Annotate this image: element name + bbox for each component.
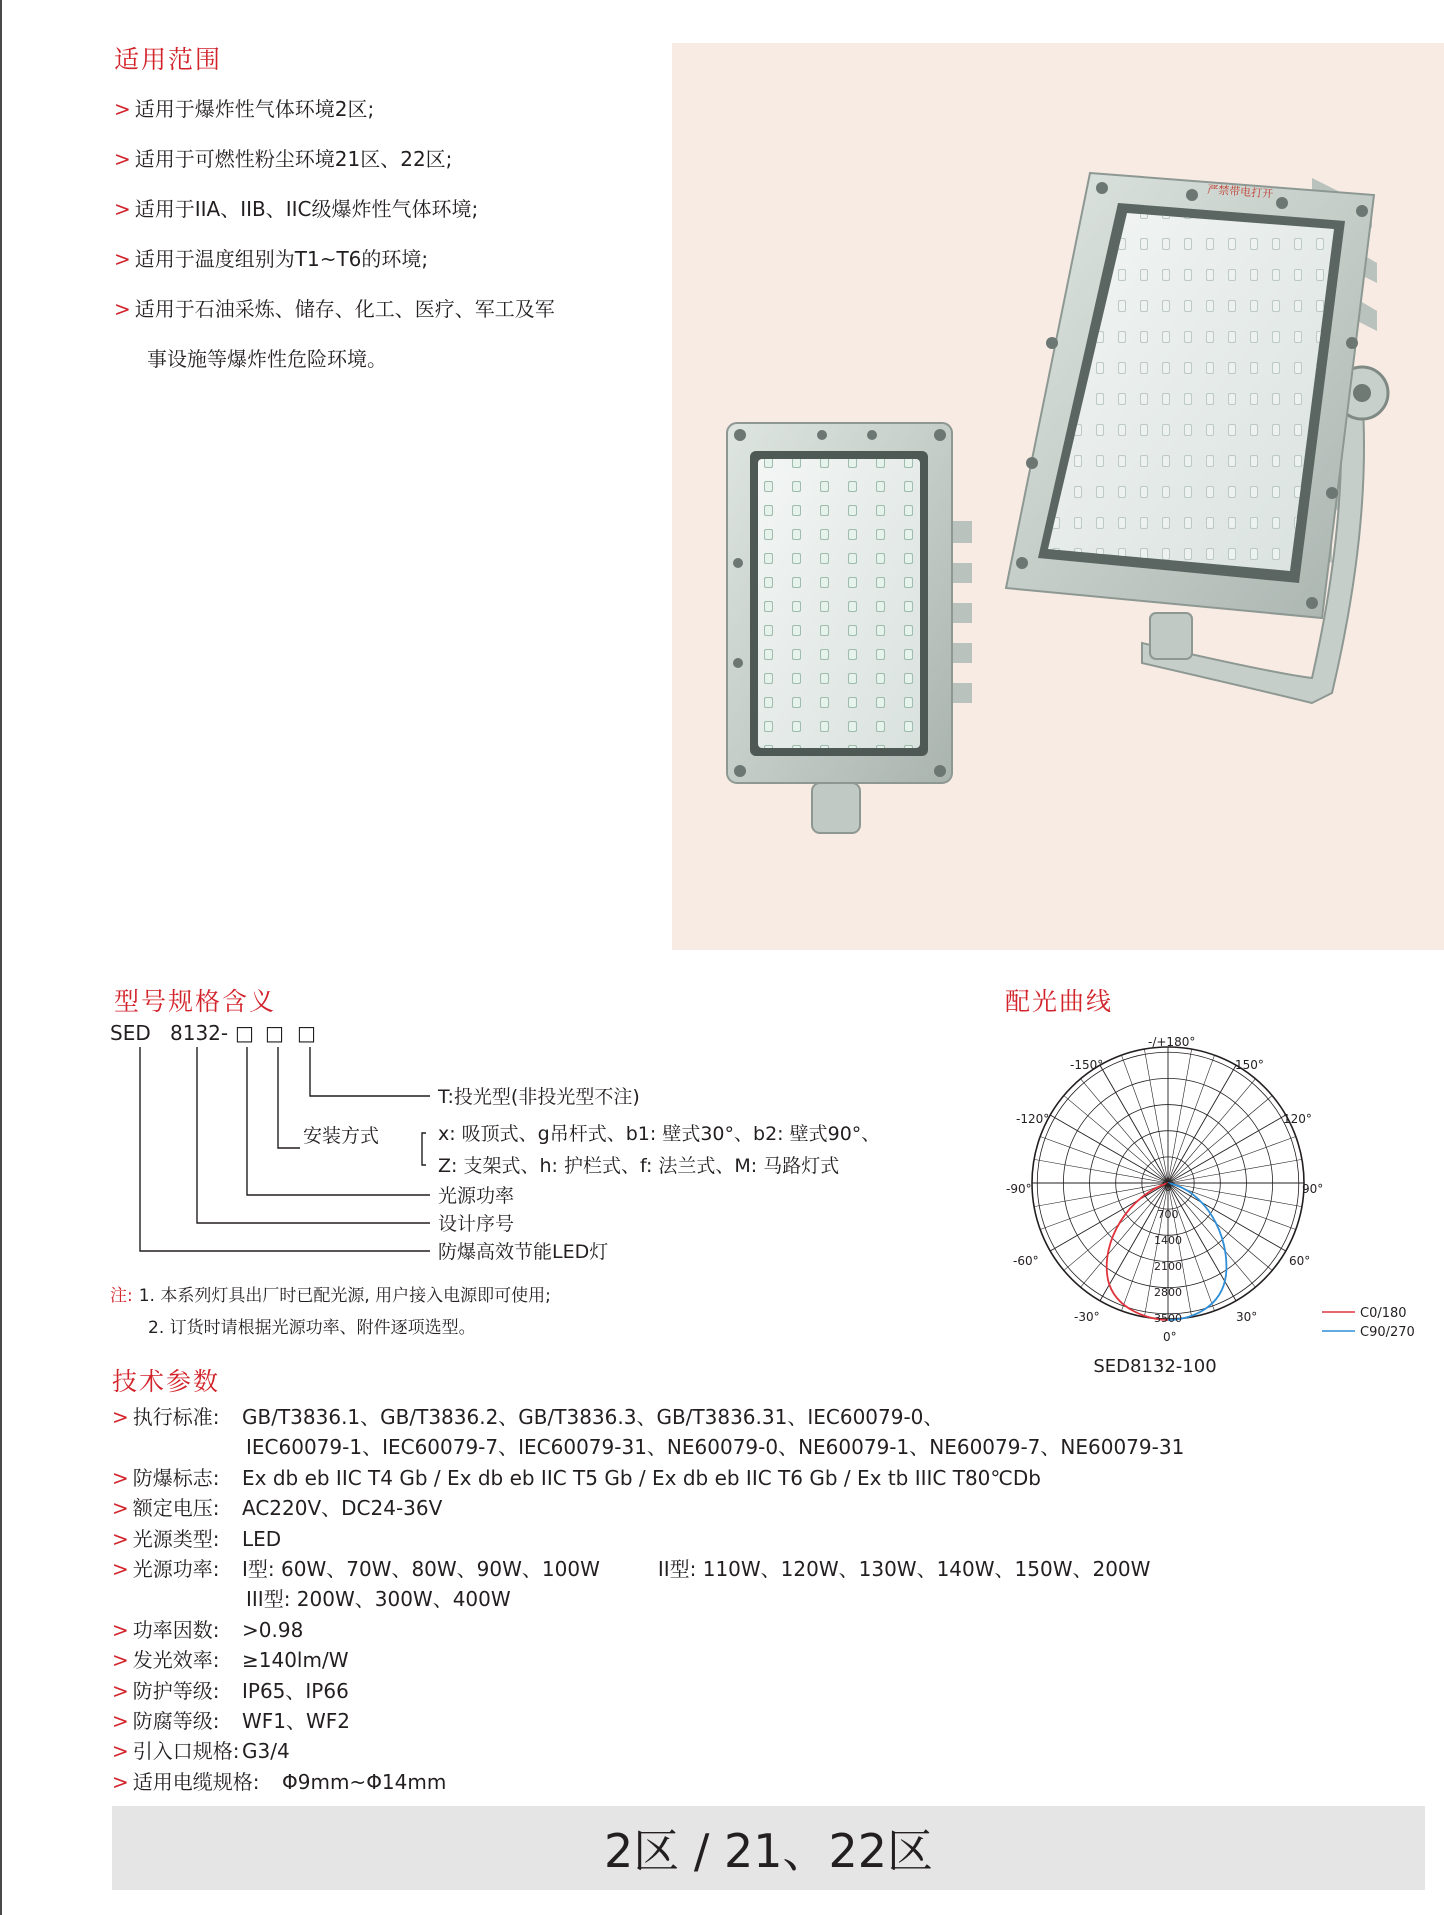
spec-row-pf: > 功率因数: >0.98 — [112, 1615, 1184, 1645]
bullet-marker: > — [114, 147, 131, 171]
specs-table — [112, 1402, 1184, 1797]
spec-row-corrosion: > 防腐等级: WF1、WF2 — [112, 1706, 1184, 1736]
large-floodlight — [1006, 173, 1388, 703]
spec-value: WF1、WF2 — [242, 1709, 351, 1734]
spec-value: LED — [242, 1526, 282, 1551]
product-photo — [672, 43, 1444, 950]
ring-label: 2100 — [1154, 1260, 1182, 1273]
angle-label: -150° — [1070, 1058, 1104, 1072]
spec-value: GB/T3836.1、GB/T3836.2、GB/T3836.3、GB/T3836.31、IEC60079-0、 — [242, 1405, 944, 1429]
spec-value: AC220V、DC24-36V — [242, 1496, 443, 1521]
spec-row-source: > 光源类型: LED — [112, 1524, 1184, 1554]
product-illustration — [672, 43, 1444, 950]
curve-c90-270 — [1168, 1183, 1226, 1320]
spec-row-power: > 光源功率: I型: 60W、70W、80W、90W、100W II型: 110W、120W、130W、140W、150W、200W — [112, 1554, 1184, 1584]
scope-item: > 适用于可燃性粉尘环境21区、22区; — [114, 147, 453, 171]
model-line-install-1: x: 吸顶式、g吊杆式、b1: 壁式30°、b2: 壁式90°、 — [438, 1123, 881, 1145]
scope-heading: 适用范围 — [114, 45, 223, 74]
zone-footer-text: 2区 / 21、22区 — [603, 1824, 934, 1878]
spec-value: >0.98 — [242, 1617, 304, 1642]
spec-row-standards: > 执行标准: GB/T3836.1、GB/T3836.2、GB/T3836.3、GB/T3836.31、IEC60079-0、 — [112, 1402, 1184, 1432]
model-code-box-type: □ — [297, 1021, 316, 1045]
spec-value: Φ9mm~Φ14mm — [282, 1769, 447, 1794]
scope-list — [114, 94, 555, 394]
bullet-marker: > — [112, 1526, 129, 1551]
model-line-serial: 设计序号 — [438, 1213, 515, 1235]
bullet-marker: > — [112, 1617, 129, 1642]
spec-row-cable: > 适用电缆规格: Φ9mm~Φ14mm — [112, 1767, 1184, 1797]
scope-item: > 适用于温度组别为T1~T6的环境; — [114, 247, 429, 271]
angle-label: 0° — [1163, 1330, 1177, 1344]
fixture-warning-text: 严禁带电打开 — [1206, 183, 1274, 201]
zone-footer-band — [112, 1806, 1425, 1890]
model-code-box-power: □ — [235, 1021, 254, 1045]
model-line-power: 光源功率 — [438, 1185, 515, 1207]
model-code-diagram — [100, 1020, 980, 1270]
angle-label: -30° — [1074, 1310, 1100, 1324]
bullet-marker: > — [112, 1769, 129, 1794]
ring-label: 3500 — [1154, 1312, 1182, 1325]
bullet-marker: > — [112, 1739, 129, 1764]
curve-legend — [1322, 1306, 1415, 1340]
bullet-marker: > — [112, 1709, 129, 1734]
scope-item: > 适用于IIA、IIB、IIC级爆炸性气体环境; — [114, 197, 479, 221]
small-floodlight — [727, 423, 972, 833]
bullet-marker: > — [112, 1496, 129, 1521]
angle-label: -60° — [1013, 1254, 1039, 1268]
notes — [110, 1280, 551, 1344]
note-1: 注: 1. 本系列灯具出厂时已配光源, 用户接入电源即可使用; — [110, 1286, 551, 1306]
spec-value: III型: 200W、300W、400W — [246, 1587, 511, 1612]
scope-item: > 适用于石油采炼、储存、化工、医疗、军工及军 — [114, 297, 555, 321]
curve-heading: 配光曲线 — [1005, 987, 1114, 1016]
bullet-marker: > — [114, 297, 131, 321]
spec-row-voltage: > 额定电压: AC220V、DC24-36V — [112, 1493, 1184, 1523]
note-label: 注: — [110, 1286, 133, 1306]
model-line-product: 防爆高效节能LED灯 — [438, 1241, 609, 1263]
ring-label: 0 — [1164, 1181, 1172, 1194]
spec-value: II型: 110W、120W、130W、140W、150W、200W — [657, 1557, 1151, 1582]
model-code-prefix: SED — [110, 1021, 151, 1045]
specs-heading: 技术参数 — [112, 1367, 221, 1396]
polar-light-distribution — [1000, 1030, 1440, 1380]
left-border-rule — [0, 0, 2, 1915]
angle-label: -/+180° — [1148, 1035, 1196, 1049]
scope-item: > 适用于爆炸性气体环境2区; — [114, 97, 375, 121]
spec-value: I型: 60W、70W、80W、90W、100W — [242, 1557, 600, 1582]
angle-label: 30° — [1236, 1310, 1258, 1324]
angle-label: -90° — [1006, 1182, 1032, 1196]
spec-value: G3/4 — [242, 1739, 290, 1764]
spec-value: IEC60079-1、IEC60079-7、IEC60079-31、NE60079-0、NE60079-1、NE60079-7、NE60079-31 — [246, 1435, 1185, 1460]
angle-label: -120° — [1016, 1112, 1050, 1126]
model-line-install-2: Z: 支架式、h: 护栏式、f: 法兰式、M: 马路灯式 — [438, 1155, 840, 1177]
bullet-marker: > — [112, 1557, 129, 1582]
angle-label: 150° — [1235, 1058, 1264, 1072]
bullet-marker: > — [112, 1465, 129, 1490]
angle-label: 90° — [1302, 1182, 1324, 1196]
scope-item-continuation: 事设施等爆炸性危险环境。 — [147, 347, 387, 371]
spec-row-power-cont — [112, 1584, 1184, 1614]
curve-caption: SED8132-100 — [1093, 1356, 1217, 1377]
bullet-marker: > — [114, 197, 131, 221]
spec-row-standards-cont — [112, 1432, 1184, 1462]
leader-lines — [140, 1047, 430, 1251]
ring-label: 1400 — [1154, 1234, 1182, 1247]
legend-label-c0: C0/180 — [1360, 1306, 1407, 1321]
curve-c0-180 — [1107, 1183, 1168, 1320]
model-line-type: T:投光型(非投光型不注) — [438, 1086, 640, 1108]
spec-value: IP65、IP66 — [242, 1678, 349, 1703]
bullet-marker: > — [112, 1648, 129, 1673]
bullet-marker: > — [114, 97, 131, 121]
bullet-marker: > — [112, 1405, 129, 1429]
spec-row-exmark: > 防爆标志: Ex db eb IIC T4 Gb / Ex db eb IIC T5 Gb / Ex db eb IIC T6 Gb / Ex tb IIIC T80℃Db — [112, 1463, 1184, 1493]
bullet-marker: > — [112, 1678, 129, 1703]
spec-row-entry: > 引入口规格: G3/4 — [112, 1736, 1184, 1766]
spec-value: Ex db eb IIC T4 Gb / Ex db eb IIC T5 Gb / Ex db eb IIC T6 Gb / Ex tb IIIC T80℃Db — [242, 1465, 1041, 1490]
ring-label: 2800 — [1154, 1286, 1182, 1299]
angle-label: 60° — [1289, 1254, 1311, 1268]
model-install-label: 安装方式 — [303, 1125, 380, 1147]
spec-value: ≥140lm/W — [242, 1648, 349, 1673]
legend-label-c90: C90/270 — [1360, 1325, 1415, 1340]
angle-label: 120° — [1283, 1112, 1312, 1126]
bullet-marker: > — [114, 247, 131, 271]
ring-label: 700 — [1157, 1208, 1179, 1221]
note-2: 2. 订货时请根据光源功率、附件逐项选型。 — [148, 1318, 476, 1338]
spec-row-efficacy: > 发光效率: ≥140lm/W — [112, 1645, 1184, 1675]
model-code-box-install: □ — [265, 1021, 284, 1045]
model-code-series: 8132- — [170, 1021, 229, 1045]
model-heading: 型号规格含义 — [114, 987, 277, 1016]
spec-row-ip: > 防护等级: IP65、IP66 — [112, 1676, 1184, 1706]
